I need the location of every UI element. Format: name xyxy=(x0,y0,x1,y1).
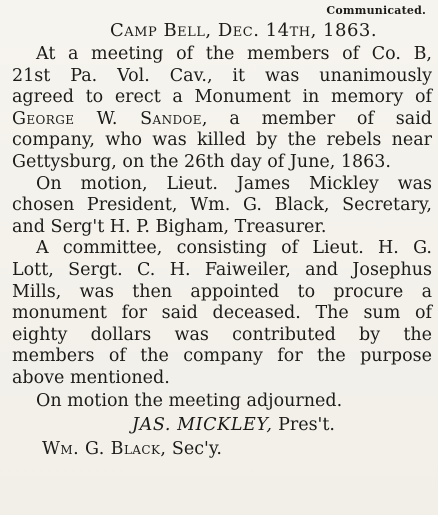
text-line: A committee, consisting of Lieut. H. G. xyxy=(36,238,432,259)
text-line: On motion, Lieut. James Mickley was xyxy=(36,173,432,194)
president-title: Pres't. xyxy=(278,414,335,435)
text-line: monument for said deceased. The sum of xyxy=(12,303,432,324)
adjourn-line: On motion the meeting adjourned. xyxy=(36,390,343,411)
secretary-title: Sec'y. xyxy=(171,438,222,459)
text-line: Gettysburg, on the 26th day of June, 1863. xyxy=(12,151,391,172)
text-line: agreed to erect a Monument in memory of xyxy=(12,87,432,108)
paragraph-committee xyxy=(12,238,432,389)
text-line: members of the company for the purpose xyxy=(12,346,432,367)
communicated-tag: Communicated. xyxy=(326,4,426,17)
president-name: JAS. MICKLEY, xyxy=(132,414,273,435)
president-signature xyxy=(12,414,432,438)
text-line: Mills, was then appointed to procure a xyxy=(12,281,432,302)
text-line: Lott, Sergt. C. H. Faiweiler, and Josephus xyxy=(12,259,432,280)
dateline: Camp Bell, Dec. 14th, 1863. xyxy=(110,20,378,41)
secretary-signature xyxy=(12,438,432,462)
text-line: above mentioned. xyxy=(12,367,170,388)
text-line: chosen President, Wm. G. Black, Secretary, xyxy=(12,195,432,216)
text-line: At a meeting of the members of Co. B, xyxy=(36,44,432,64)
paragraph-meeting xyxy=(12,44,432,174)
text-line: 21st Pa. Vol. Cav., it was unanimously xyxy=(12,65,432,86)
text-fragment: , a member of said xyxy=(201,108,432,129)
secretary-name: Wm. G. Black, xyxy=(42,438,167,459)
text-line-with-name xyxy=(12,109,432,131)
text-line: company, who was killed by the rebels near xyxy=(12,130,432,151)
text-line: and Serg't H. P. Bigham, Treasurer. xyxy=(12,216,327,237)
text-line: eighty dollars was contributed by the xyxy=(12,324,432,345)
honoree-name: George W. Sandoe xyxy=(12,108,202,129)
paragraph-officers xyxy=(12,174,432,239)
